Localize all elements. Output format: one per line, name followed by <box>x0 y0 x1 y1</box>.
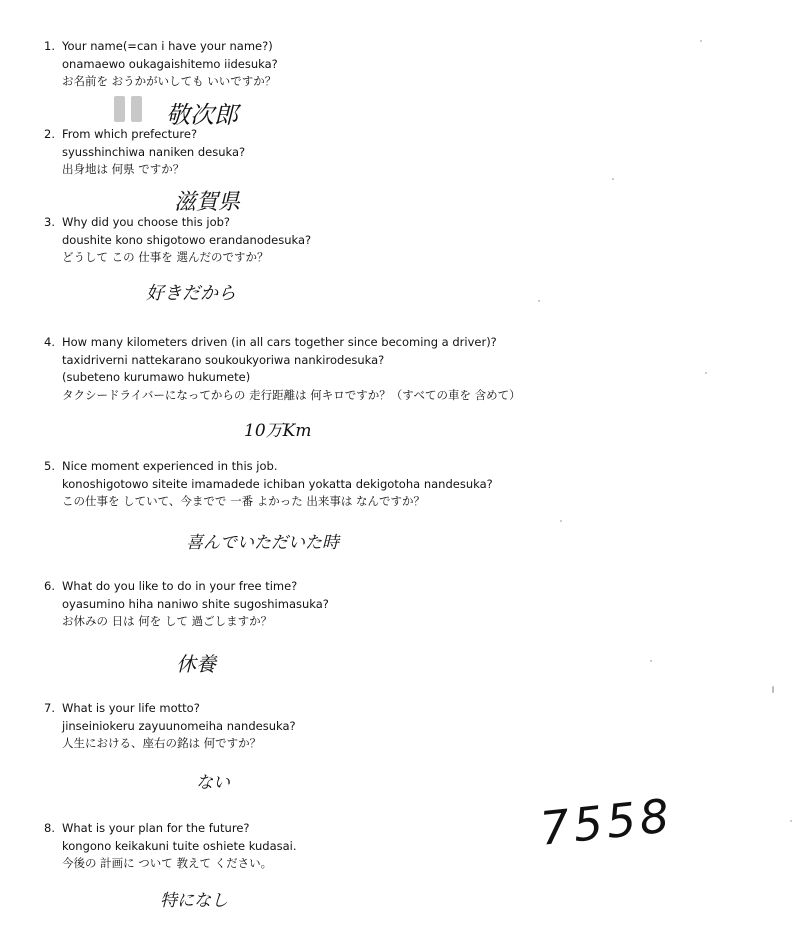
question-5 <box>44 458 493 511</box>
question-6 <box>44 578 329 631</box>
question-7 <box>44 700 296 753</box>
question-romaji: taxidriverni nattekarano soukoukyoriwa nankirodesuka? <box>62 352 385 367</box>
redacted-name-block <box>114 96 160 126</box>
question-english: What is your life motto? <box>62 701 200 715</box>
question-romaji: kongono keikakuni tuite oshiete kudasai. <box>62 838 297 853</box>
question-4 <box>44 334 521 404</box>
question-english: Your name(=can i have your name?) <box>62 39 273 53</box>
question-romaji: jinseiniokeru zayuunomeiha nandesuka? <box>62 718 296 733</box>
answer-8: 特になし <box>160 891 228 911</box>
question-3 <box>44 214 311 267</box>
question-english: What do you like to do in your free time? <box>62 579 298 593</box>
question-japanese: タクシードライバーになってからの 走行距離は 何キロですか？（すべての車を 含めて） <box>62 387 521 402</box>
answer-6: 休養 <box>176 652 216 676</box>
question-japanese: この仕事を していて、今までで 一番 よかった 出来事は なんですか？ <box>62 494 426 508</box>
question-romaji: doushite kono shigotowo erandanodesuka? <box>62 232 312 247</box>
question-romaji-extra: (subeteno kurumawo hukumete) <box>62 370 251 384</box>
question-english: From which prefecture? <box>62 127 198 141</box>
scan-speck <box>560 520 562 522</box>
answer-5: 喜んでいただいた時 <box>186 533 339 553</box>
question-romaji: konoshigotowo siteite imamadede ichiban yokatta dekigotoha nandesuka? <box>62 476 493 491</box>
scan-speck <box>538 300 540 302</box>
question-2 <box>44 126 245 179</box>
question-romaji: oyasumino hiha naniwo shite sugoshimasuka? <box>62 596 329 611</box>
question-number: 7. <box>44 701 55 715</box>
question-romaji: syusshinchiwa naniken desuka? <box>62 144 246 159</box>
question-8 <box>44 820 297 873</box>
handwritten-number: 7558 <box>537 788 676 856</box>
scan-speck <box>700 40 702 42</box>
question-japanese: 出身地は 何県 ですか？ <box>62 162 185 176</box>
question-number: 8. <box>44 821 55 835</box>
question-english: Why did you choose this job? <box>62 215 231 229</box>
question-number: 2. <box>44 127 55 141</box>
question-japanese: 人生における、座右の銘は 何ですか？ <box>62 736 262 750</box>
scan-speck <box>612 178 614 180</box>
answer-4: 10万Km <box>244 421 312 441</box>
question-number: 4. <box>44 335 55 349</box>
answer-7: ない <box>196 773 230 793</box>
answer-3: 好きだから <box>146 283 236 304</box>
question-1 <box>44 38 278 91</box>
question-english: Nice moment experienced in this job. <box>62 459 278 473</box>
answer-1: 敬次郎 <box>166 101 238 129</box>
question-number: 6. <box>44 579 55 593</box>
scan-speck <box>650 660 652 662</box>
question-japanese: どうして この 仕事を 選んだのですか？ <box>62 250 269 264</box>
scan-speck <box>772 686 774 693</box>
question-japanese: お名前を おうかがいしても いいですか？ <box>62 74 277 88</box>
question-japanese: 今後の 計画に ついて 教えて ください。 <box>62 856 273 870</box>
question-number: 3. <box>44 215 55 229</box>
question-english: How many kilometers driven (in all cars together since becoming a driver)? <box>62 335 497 349</box>
question-english: What is your plan for the future? <box>62 821 250 835</box>
scan-speck <box>705 372 707 374</box>
question-japanese: お休みの 日は 何を して 過ごしますか？ <box>62 614 273 628</box>
scan-speck <box>790 820 792 822</box>
question-number: 5. <box>44 459 55 473</box>
question-romaji: onamaewo oukagaishitemo iidesuka? <box>62 56 278 71</box>
answer-2: 滋賀県 <box>174 190 241 215</box>
question-number: 1. <box>44 39 55 53</box>
